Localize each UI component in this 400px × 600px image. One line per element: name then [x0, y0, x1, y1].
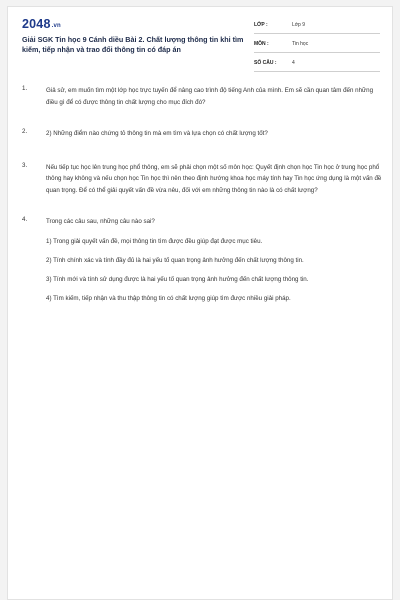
question-1	[22, 85, 382, 108]
question-number: 3.	[22, 161, 28, 169]
meta-box	[254, 19, 380, 76]
answer-option: 4) Tìm kiếm, tiếp nhận và thu thập thông tin có chất lượng giúp tìm được nhiều giải pháp.	[46, 294, 291, 302]
question-list	[22, 85, 382, 304]
question-count-label: SỐ CÂU :	[254, 60, 277, 66]
document-header	[8, 7, 392, 65]
logo-tld: .vn	[51, 23, 61, 29]
answer-option: 1) Trong giải quyết vấn đề, mọi thông tin tìm được đều giúp đạt được mục tiêu.	[46, 237, 263, 245]
meta-row-count	[254, 57, 380, 72]
site-logo[interactable]	[22, 17, 61, 31]
subject-label: MÔN :	[254, 41, 269, 47]
question-3	[22, 162, 382, 197]
question-number: 4.	[22, 216, 28, 223]
question-4	[22, 216, 382, 304]
meta-row-class	[254, 19, 380, 34]
meta-row-subject	[254, 38, 380, 53]
subject-value: Tin học	[292, 41, 309, 47]
document-page	[7, 6, 393, 600]
class-label: LỚP :	[254, 22, 268, 28]
class-value: Lớp 9	[292, 22, 306, 28]
question-number: 1.	[22, 85, 28, 92]
question-2	[22, 128, 382, 140]
answer-option: 2) Tính chính xác và tính đầy đủ là hai yếu tố quan trọng ảnh hưởng đến chất lượng thông tin.	[46, 256, 304, 264]
question-number: 2.	[22, 128, 28, 135]
question-text: 2) Những điểm nào chứng tỏ thông tin mà em tìm và lựa chọn có chất lượng tốt?	[46, 130, 268, 137]
question-text: Giả sử, em muốn tìm một lớp học trực tuyến để nâng cao trình độ tiếng Anh của mình. Em sẽ cần quan tâm đến những điều gì để có được thông tin chất lượng cho mục đích đó?	[46, 87, 374, 106]
question-count-value: 4	[292, 60, 295, 66]
logo-text: 2048	[22, 17, 51, 31]
question-text: Trong các câu sau, những câu nào sai?	[46, 218, 155, 225]
question-text: Nếu tiếp tục học lên trung học phổ thông, em sẽ phải chọn một số môn học: Quyết định chọn học Tin học ở trung học phổ thông hay không và nếu chọn học Tin học thì nên theo định hướng khoa học máy tính hay Tin học ứng dụng là một vấn đề quan trọng. Để có thể giải quyết vấn đề vừa nêu, đối với em những thông tin nào là có chất lượng?	[46, 163, 382, 194]
answer-option: 3) Tính mới và tính sử dụng được là hai yếu tố quan trọng ảnh hưởng đến chất lượng thông tin.	[46, 275, 309, 283]
document-title: Giải SGK Tin học 9 Cánh diều Bài 2. Chất lượng thông tin khi tìm kiếm, tiếp nhận và trao đổi thông tin có đáp án	[22, 35, 244, 54]
